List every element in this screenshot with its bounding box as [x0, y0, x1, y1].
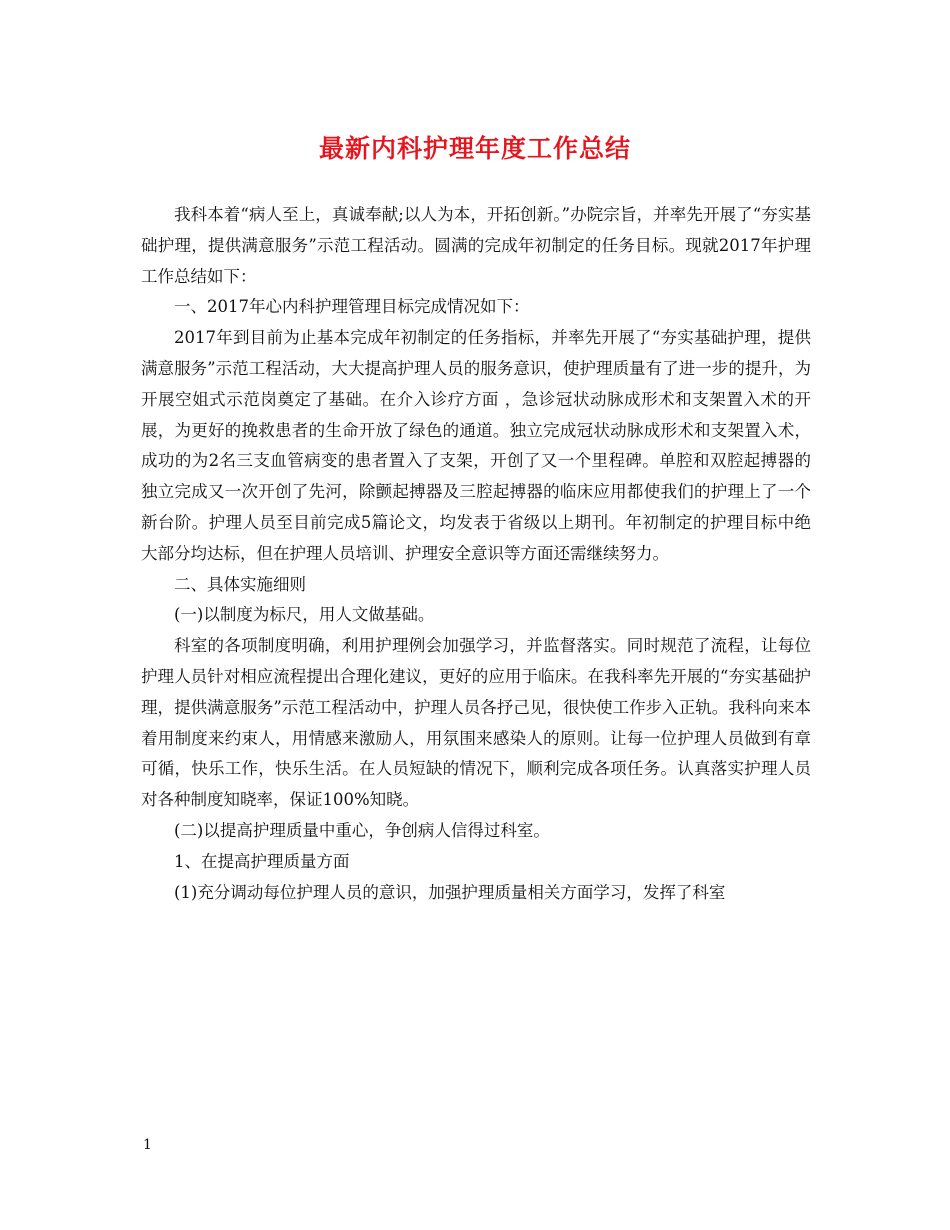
document-body [141, 200, 811, 908]
paragraph-section-1: 2017年到目前为止基本完成年初制定的任务指标，并率先开展了“夯实基础护理，提供满意服务”示范工程活动，大大提高护理人员的服务意识，使护理质量有了进一步的提升，为开展空姐式示范岗奠定了基础。在介入诊疗方面 ，急诊冠状动脉成形术和支架置入术的开展，为更好的挽救患者的生命开放了绿色的通道。独立完成冠状动脉成形术和支架置入术，成功的为2名三支血管病变的患者置入了支架，开创了又一个里程碑。单腔和双腔起搏器的独立完成又一次开创了先河，除颤起搏器及三腔起搏器的临床应用都使我们的护理上了一个新台阶。护理人员至目前完成5篇论文，均发表于省级以上期刊。年初制定的护理目标中绝大部分均达标，但在护理人员培训、护理安全意识等方面还需继续努力。 [141, 328, 811, 563]
paragraph-2-2-1-1: (1)充分调动每位护理人员的意识，加强护理质量相关方面学习，发挥了科室 [174, 882, 726, 902]
page-number: 1 [143, 1137, 152, 1153]
subheading-2-2: (二)以提高护理质量中重心，争创病人信得过科室。 [174, 820, 550, 840]
heading-section-2: 二、具体实施细则 [174, 574, 306, 594]
paragraph-intro: 我科本着“病人至上，真诚奉献;以人为本，开拓创新。”办院宗旨，并率先开展了“夯实基础护理，提供满意服务”示范工程活动。圆满的完成年初制定的任务目标。现就2017年护理工作总结如下： [141, 205, 811, 286]
heading-section-1: 一、2017年心内科护理管理目标完成情况如下： [174, 297, 530, 317]
paragraph-2-1: 科室的各项制度明确，利用护理例会加强学习，并监督落实。同时规范了流程，让每位护理人员针对相应流程提出合理化建议，更好的应用于临床。在我科率先开展的“夯实基础护理，提供满意服务”示范工程活动中，护理人员各抒己见，很快使工作步入正轨。我科向来本着用制度来约束人，用情感来激励人，用氛围来感染人的原则。让每一位护理人员做到有章可循，快乐工作，快乐生活。在人员短缺的情况下，顺利完成各项任务。认真落实护理人员对各种制度知晓率，保证100%知晓。 [141, 636, 811, 810]
subheading-2-1: (一)以制度为标尺，用人文做基础。 [174, 605, 435, 625]
document-title: 最新内科护理年度工作总结 [318, 134, 631, 163]
subheading-2-2-1: 1、在提高护理质量方面 [174, 851, 350, 871]
